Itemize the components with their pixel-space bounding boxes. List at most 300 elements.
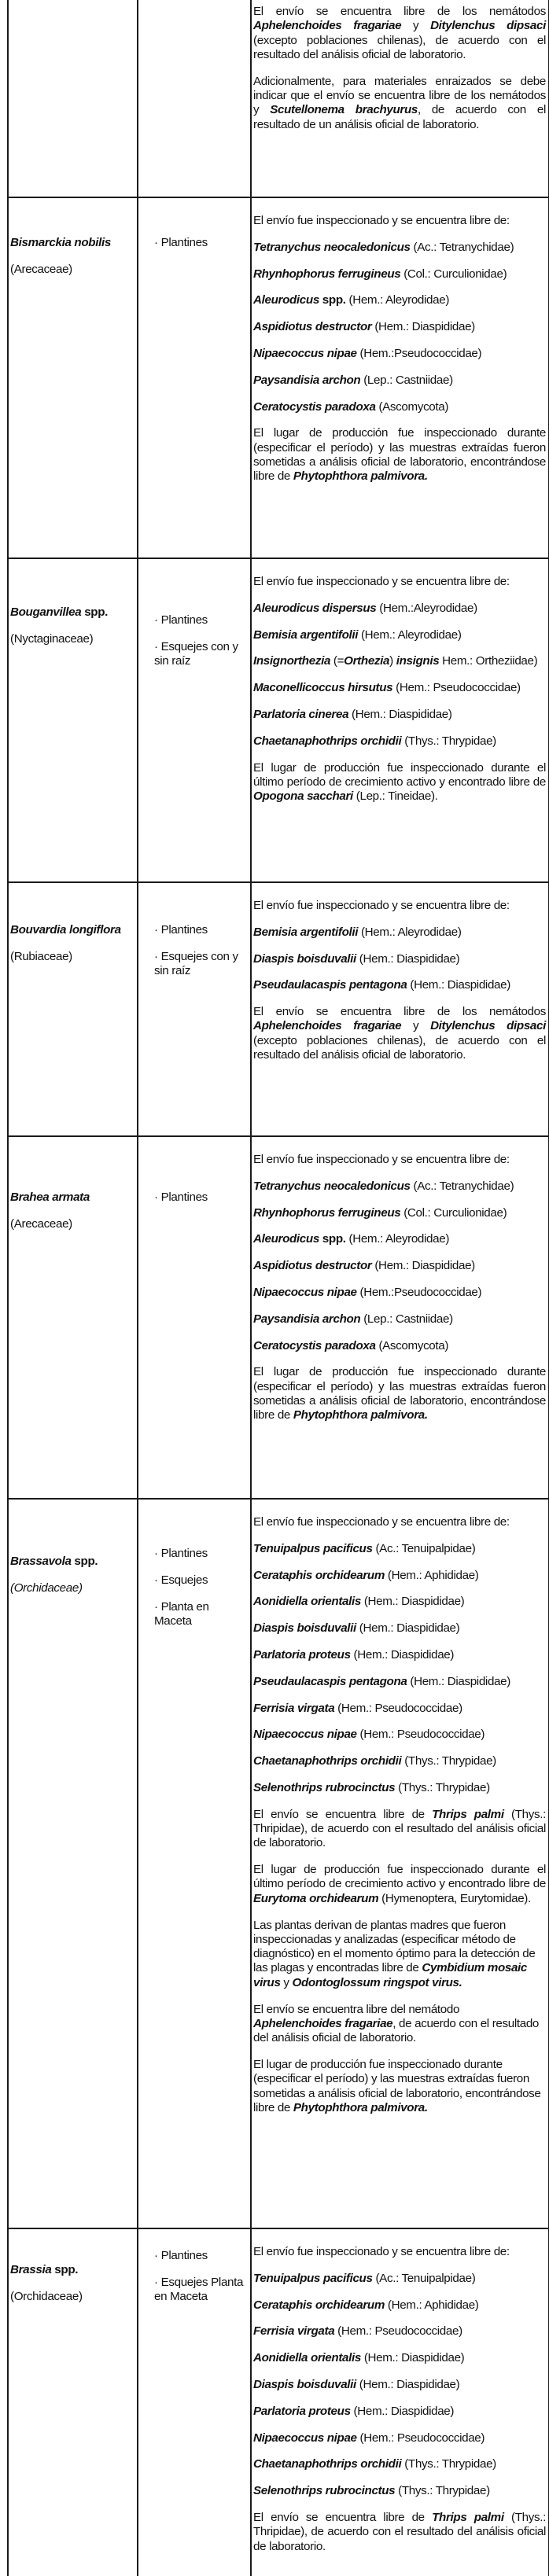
species-cell xyxy=(8,1499,138,2228)
requirement-paragraph xyxy=(253,1754,546,1768)
requirement-paragraph xyxy=(253,2431,546,2445)
family-name xyxy=(10,632,134,646)
requirement-text: (Hem.: Aphididae) xyxy=(385,1568,479,1582)
requirement-text: El envío fue inspeccionado y se encuentra libre de: xyxy=(253,575,510,588)
requirement-text: (Hem.: Diaspididae) xyxy=(407,978,510,992)
requirement-text: (Lep.: Castniidae) xyxy=(360,1312,453,1326)
requirement-text: Aphelenchoides fragariae xyxy=(253,2016,393,2030)
requirement-text: insignis xyxy=(396,654,440,668)
requirement-paragraph xyxy=(253,2511,546,2554)
requirement-text: (Lep.: Tineidae). xyxy=(352,789,438,804)
table-row xyxy=(8,882,549,1136)
requirement-paragraph xyxy=(253,2457,546,2471)
requirement-text: Aphelenchoides fragariae xyxy=(253,1019,402,1033)
requirement-text: , de acuerdo con el resultado del análisis oficial de laboratorio. xyxy=(253,2016,540,2045)
requirement-text: El lugar de producción fue inspeccionado durante (especificar el período) y las muestras extraídas fueron sometidas a análisis oficial de laboratorio, encontrándose libre de xyxy=(253,426,546,484)
material-cell xyxy=(138,0,251,197)
requirement-text: Nipaecoccus nipae xyxy=(253,1285,357,1299)
material-item xyxy=(154,2276,244,2305)
requirement-text: (Hem.: Diaspididae) xyxy=(356,951,460,966)
bullet-icon: · xyxy=(154,923,158,937)
requirements-cell xyxy=(251,1136,549,1499)
species-name-part: Brassia xyxy=(10,2263,52,2276)
requirements-cell-content xyxy=(252,2229,548,2576)
species-cell xyxy=(8,197,138,558)
material-cell xyxy=(138,197,251,558)
material-cell-content xyxy=(138,883,250,1135)
table-row xyxy=(8,1136,549,1499)
species-cell-content xyxy=(9,2229,137,2576)
family-name xyxy=(10,950,134,964)
family-name-part: (Arecaceae) xyxy=(10,1216,72,1231)
material-cell xyxy=(138,2228,251,2576)
requirement-paragraph xyxy=(253,1206,546,1220)
material-cell-content xyxy=(138,198,250,558)
requirement-paragraph xyxy=(253,1863,546,1906)
requirement-text: Nipaecoccus nipae xyxy=(253,1728,357,1742)
requirement-text: Thrips palmi xyxy=(432,1807,504,1821)
bullet-icon: · xyxy=(154,949,158,963)
species-name-part: spp. xyxy=(81,605,109,619)
requirement-text: Parlatoria cinerea xyxy=(253,707,349,721)
requirement-text: (Hem.: Diaspididae) xyxy=(371,1259,475,1273)
requirement-text: spp. xyxy=(319,293,346,307)
requirement-text: Selenothrips rubrocinctus xyxy=(253,2484,396,2498)
requirement-text: Tetranychus neocaledonicus xyxy=(253,240,411,254)
material-item xyxy=(154,1190,244,1205)
requirement-text: (Ascomycota) xyxy=(375,1338,449,1352)
material-item xyxy=(154,950,244,979)
species-name-part: Bismarckia nobilis xyxy=(10,236,111,249)
species-cell-content xyxy=(9,0,137,197)
requirement-text: (Hem.: Aleyrodidae) xyxy=(345,1232,450,1246)
requirement-paragraph xyxy=(253,1919,546,1990)
requirement-text: Bemisia argentifolii xyxy=(253,925,359,939)
table-row xyxy=(8,1499,549,2228)
material-label: Plantines xyxy=(160,923,208,937)
material-cell-content xyxy=(138,1137,250,1498)
requirement-paragraph xyxy=(253,267,546,282)
requirement-text: Las plantas derivan de plantas madres que fueron inspeccionadas y analizadas (especificar método de diagnóstico) en el momento óptimo para la detección de las plagas y encontradas libre de xyxy=(253,1918,536,1975)
requirement-text: Eurytoma orchidearum xyxy=(253,1891,379,1905)
requirement-text: Selenothrips rubrocinctus xyxy=(253,1780,396,1794)
requirement-text: Chaetanaphothrips orchidii xyxy=(253,734,402,748)
requirement-text: (Hem.: Aleyrodidae) xyxy=(358,627,462,642)
species-cell xyxy=(8,882,138,1136)
bullet-icon: · xyxy=(154,639,158,653)
material-cell xyxy=(138,882,251,1136)
requirement-text: Phytophthora palmivora. xyxy=(293,469,428,484)
requirement-text: Diaspis boisduvalii xyxy=(253,951,356,966)
requirement-text: Bemisia argentifolii xyxy=(253,627,359,642)
requirement-paragraph xyxy=(253,2405,546,2419)
requirement-text: (Hem.: Diaspididae) xyxy=(360,1595,465,1609)
phytosanitary-requirements-table xyxy=(7,0,549,2576)
requirement-paragraph xyxy=(253,400,546,414)
material-item xyxy=(154,923,244,937)
requirement-text: Scutellonema brachyurus xyxy=(270,103,418,117)
species-cell-content xyxy=(9,198,137,558)
material-item xyxy=(154,2249,244,2263)
requirement-text: (Hem.: Pseudococcidae) xyxy=(334,1701,462,1715)
species-name-part: Bouganvillea xyxy=(10,605,82,619)
requirement-paragraph xyxy=(253,978,546,992)
requirement-paragraph xyxy=(253,681,546,695)
requirement-text: (Thys.: Thrypidae) xyxy=(401,1754,496,1768)
requirement-paragraph xyxy=(253,761,546,804)
requirement-paragraph xyxy=(253,2298,546,2313)
material-label: Esquejes Planta en Maceta xyxy=(154,2275,244,2304)
material-label: Plantines xyxy=(160,1190,208,1204)
material-label: Esquejes con y sin raíz xyxy=(154,949,238,978)
requirement-paragraph xyxy=(253,952,546,966)
requirement-text: El envío fue inspeccionado y se encuentra libre de: xyxy=(253,1153,510,1166)
material-label: Planta en Maceta xyxy=(154,1599,209,1628)
requirement-paragraph xyxy=(253,347,546,361)
family-name xyxy=(10,2290,134,2304)
species-cell-content xyxy=(9,883,137,1135)
requirement-text: (Hem.:Pseudococcidae) xyxy=(356,1285,482,1299)
requirement-paragraph xyxy=(253,2245,546,2259)
requirement-paragraph xyxy=(253,1005,546,1062)
requirement-text: El envío se encuentra libre del nemátodo xyxy=(253,2002,460,2016)
requirements-cell-content xyxy=(252,0,548,197)
requirement-text: Ceratocystis paradoxa xyxy=(253,399,376,414)
material-item xyxy=(154,1547,244,1561)
requirement-text: (Hem.: Diaspididae) xyxy=(350,2404,455,2418)
requirement-text: Pseudaulacaspis pentagona xyxy=(253,978,407,992)
requirement-paragraph xyxy=(253,1365,546,1422)
requirement-text: El envío se encuentra libre de xyxy=(253,2510,433,2524)
requirement-text: Diaspis boisduvalii xyxy=(253,1621,356,1636)
requirement-paragraph xyxy=(253,1339,546,1353)
requirement-text: El lugar de producción fue inspeccionado durante (especificar el período) y las muestras extraídas fueron sometidas a análisis oficial de laboratorio, encontrándose libre de xyxy=(253,2057,541,2114)
bullet-icon: · xyxy=(154,1547,158,1560)
material-cell-content xyxy=(138,0,250,197)
requirement-text: El lugar de producción fue inspeccionado durante el último período de crecimiento activo y encontrado libre de xyxy=(253,1863,546,1891)
requirement-text: (excepto poblaciones chilenas), de acuerdo con el resultado del análisis oficial de laboratorio. xyxy=(253,1033,546,1062)
requirement-text: (Ac.: Tenuipalpidae) xyxy=(372,2271,476,2285)
requirement-text: El lugar de producción fue inspeccionado durante (especificar el período) y las muestras extraídas fueron sometidas a análisis oficial de laboratorio, encontrándose libre de xyxy=(253,1365,546,1422)
requirement-text: (Thys.: Thrypidae) xyxy=(395,2484,490,2498)
requirement-text: Chaetanaphothrips orchidii xyxy=(253,1754,402,1768)
requirement-text: Ceratocystis paradoxa xyxy=(253,1338,376,1352)
requirement-text: (Hem.: Pseudococcidae) xyxy=(356,2431,485,2445)
requirement-paragraph xyxy=(253,1232,546,1246)
requirement-text: Insignorthezia xyxy=(253,654,331,668)
requirement-paragraph xyxy=(253,708,546,722)
table-row xyxy=(8,558,549,882)
requirement-paragraph xyxy=(253,241,546,255)
requirement-text: (Hem.: Diaspididae) xyxy=(356,2377,460,2391)
requirement-text: Nipaecoccus nipae xyxy=(253,346,357,360)
requirement-paragraph xyxy=(253,426,546,484)
requirement-text: Phytophthora palmivora. xyxy=(293,2100,428,2114)
requirement-text: (Hem.:Aleyrodidae) xyxy=(376,601,477,615)
material-label: Plantines xyxy=(160,613,208,627)
requirement-paragraph xyxy=(253,1702,546,1716)
species-cell xyxy=(8,1136,138,1499)
requirements-cell-content xyxy=(252,1500,548,2228)
requirement-paragraph xyxy=(253,654,546,668)
requirement-text: Cerataphis orchidearum xyxy=(253,1568,385,1582)
requirement-text: (Thys.: Thrypidae) xyxy=(401,734,496,748)
requirement-text: (Hem.: Diaspididae) xyxy=(407,1674,510,1688)
requirement-text: Cymbidium mosaic virus xyxy=(253,1961,528,1989)
requirement-paragraph xyxy=(253,2003,546,2046)
requirement-text: (Hem.: Diaspididae) xyxy=(360,2351,465,2365)
requirement-text: El envío fue inspeccionado y se encuentra libre de: xyxy=(253,2245,510,2258)
requirement-paragraph xyxy=(253,5,546,62)
requirement-text: (Thys.: Thripidae), de acuerdo con el resultado del análisis oficial de laboratorio. xyxy=(253,2510,546,2553)
requirement-text: Ferrisia virgata xyxy=(253,1701,335,1715)
species-cell-content xyxy=(9,559,137,881)
material-cell xyxy=(138,558,251,882)
requirement-text: (Hem.: Pseudococcidae) xyxy=(334,2324,462,2339)
requirement-text: (Hem.: Pseudococcidae) xyxy=(392,681,521,695)
table-row xyxy=(8,2228,549,2576)
species-name xyxy=(10,923,134,937)
requirements-cell-content xyxy=(252,559,548,881)
requirement-paragraph xyxy=(253,734,546,749)
species-cell-content xyxy=(9,1500,137,2228)
requirement-text: Nipaecoccus nipae xyxy=(253,2431,357,2445)
requirement-text: (Ac.: Tetranychidae) xyxy=(410,1179,514,1193)
requirement-text: Cerataphis orchidearum xyxy=(253,2298,385,2312)
requirement-text: (Hem.: Diaspididae) xyxy=(371,320,475,334)
requirement-paragraph xyxy=(253,2324,546,2339)
requirement-paragraph xyxy=(253,320,546,334)
requirement-text: Paysandisia archon xyxy=(253,373,361,387)
requirement-paragraph xyxy=(253,1569,546,1583)
family-name-part: (Rubiaceae) xyxy=(10,949,72,963)
requirement-paragraph xyxy=(253,1515,546,1529)
bullet-icon: · xyxy=(154,2275,158,2289)
requirement-text: Aphelenchoides fragariae xyxy=(253,19,402,33)
species-name-part: Bouvardia longiflora xyxy=(10,923,121,937)
requirement-text: (Hymenoptera, Eurytomidae). xyxy=(378,1891,531,1905)
requirement-text: (excepto poblaciones chilenas), de acuerdo con el resultado del análisis oficial de laboratorio. xyxy=(253,33,546,61)
requirement-text: (Hem.: Aphididae) xyxy=(385,2298,479,2312)
species-name-part: Brassavola xyxy=(10,1555,72,1568)
material-label: Plantines xyxy=(160,236,208,249)
species-name xyxy=(10,2263,134,2277)
species-cell xyxy=(8,0,138,197)
requirement-text: Aonidiella orientalis xyxy=(253,1595,361,1609)
requirement-text: El lugar de producción fue inspeccionado durante el último período de crecimiento activo y encontrado libre de xyxy=(253,760,546,789)
bullet-icon: · xyxy=(154,1573,158,1587)
requirement-text: (Lep.: Castniidae) xyxy=(360,373,453,387)
requirement-text: Diaspis boisduvalii xyxy=(253,2377,356,2391)
requirement-text: El envío se encuentra libre de los nemátodos xyxy=(253,1005,546,1019)
species-cell xyxy=(8,2228,138,2576)
requirement-paragraph xyxy=(253,1808,546,1851)
requirement-text: El envío fue inspeccionado y se encuentra libre de: xyxy=(253,214,510,227)
material-item xyxy=(154,1573,244,1588)
requirement-text: (Col.: Curculionidae) xyxy=(400,1205,507,1220)
species-cell-content xyxy=(9,1137,137,1498)
requirement-text: Parlatoria proteus xyxy=(253,2404,351,2418)
material-cell-content xyxy=(138,2229,250,2576)
requirement-text: y xyxy=(280,1975,293,1989)
requirement-text: El envío fue inspeccionado y se encuentra libre de: xyxy=(253,1515,510,1529)
requirement-text: (Hem.: Diaspididae) xyxy=(350,1647,455,1662)
material-label: Esquejes con y sin raíz xyxy=(154,639,238,668)
species-name xyxy=(10,605,134,620)
family-name xyxy=(10,263,134,277)
requirement-text: Aleurodicus xyxy=(253,293,319,307)
requirement-paragraph xyxy=(253,1675,546,1689)
family-name-part: (Orchidaceae) xyxy=(10,2289,83,2303)
requirement-text: (Thys.: Thrypidae) xyxy=(401,2457,496,2471)
requirement-text: Aleurodicus dispersus xyxy=(253,601,377,615)
requirement-paragraph xyxy=(253,926,546,940)
species-cell xyxy=(8,558,138,882)
requirement-text: Rhynhophorus ferrugineus xyxy=(253,267,401,281)
requirements-cell xyxy=(251,1499,549,2228)
material-item xyxy=(154,640,244,669)
requirement-text: (Hem.: Aleyrodidae) xyxy=(358,925,462,939)
requirement-text: Opogona sacchari xyxy=(253,789,353,804)
requirement-paragraph xyxy=(253,1595,546,1609)
family-name xyxy=(10,1581,134,1595)
species-name xyxy=(10,1555,134,1569)
requirement-text: Hem.: Ortheziidae) xyxy=(439,654,538,668)
family-name xyxy=(10,1217,134,1231)
bullet-icon: · xyxy=(154,236,158,249)
requirement-paragraph xyxy=(253,293,546,307)
requirement-text: (Hem.: Pseudococcidae) xyxy=(356,1728,485,1742)
family-name-part: (Nyctaginaceae) xyxy=(10,631,94,646)
requirement-paragraph xyxy=(253,2351,546,2365)
requirement-text: Ditylenchus dipsaci xyxy=(430,19,546,33)
requirement-paragraph xyxy=(253,2058,546,2115)
requirement-text: (Ac.: Tenuipalpidae) xyxy=(372,1541,476,1555)
material-item xyxy=(154,236,244,250)
table-row xyxy=(8,197,549,558)
requirement-text: y xyxy=(401,1019,431,1033)
requirement-text: (Hem.:Pseudococcidae) xyxy=(356,346,482,360)
requirement-text: Tetranychus neocaledonicus xyxy=(253,1179,411,1193)
requirement-paragraph xyxy=(253,75,546,132)
material-label: Plantines xyxy=(160,2249,208,2262)
requirement-text: , de acuerdo con el resultado de un análisis oficial de laboratorio. xyxy=(253,103,546,131)
species-name-part: spp. xyxy=(51,2263,79,2276)
requirement-text: (Thys.: Thripidae), de acuerdo con el resultado del análisis oficial de laboratorio. xyxy=(253,1807,546,1850)
requirement-paragraph xyxy=(253,1648,546,1662)
requirement-text: spp. xyxy=(319,1232,346,1246)
requirement-text: Adicionalmente, para materiales enraizados se debe indicar que el envío se encuentra libre de los nemátodos y xyxy=(253,74,546,117)
requirement-paragraph xyxy=(253,899,546,913)
requirement-text: Maconellicoccus hirsutus xyxy=(253,681,393,695)
requirement-text: Chaetanaphothrips orchidii xyxy=(253,2457,402,2471)
requirements-cell xyxy=(251,0,549,197)
material-cell xyxy=(138,1136,251,1499)
material-cell-content xyxy=(138,1500,250,2228)
requirement-text: (Col.: Curculionidae) xyxy=(400,267,507,281)
requirement-text: ) xyxy=(389,654,396,668)
requirement-paragraph xyxy=(253,374,546,388)
requirement-text: El envío fue inspeccionado y se encuentra libre de: xyxy=(253,899,510,912)
requirement-paragraph xyxy=(253,1781,546,1795)
requirement-paragraph xyxy=(253,214,546,228)
requirement-paragraph xyxy=(253,1179,546,1194)
requirement-text: (= xyxy=(330,654,345,668)
material-item xyxy=(154,1600,244,1629)
requirement-text: Parlatoria proteus xyxy=(253,1647,351,1662)
requirement-text: Tenuipalpus pacificus xyxy=(253,1541,373,1555)
requirement-paragraph xyxy=(253,1728,546,1742)
requirement-text: (Hem.: Diaspididae) xyxy=(356,1621,460,1636)
requirement-text: El envío se encuentra libre de xyxy=(253,1807,433,1821)
requirement-text: El envío se encuentra libre de los nemátodos xyxy=(253,5,546,18)
material-item xyxy=(154,613,244,627)
requirement-paragraph xyxy=(253,2378,546,2392)
requirement-text: Phytophthora palmivora. xyxy=(293,1408,428,1422)
material-label: Plantines xyxy=(160,1547,208,1560)
requirements-cell-content xyxy=(252,1137,548,1498)
requirements-cell xyxy=(251,558,549,882)
requirement-text: Tenuipalpus pacificus xyxy=(253,2271,373,2285)
species-name-part: Brahea armata xyxy=(10,1190,90,1204)
requirement-paragraph xyxy=(253,1153,546,1167)
requirement-text: (Hem.: Diaspididae) xyxy=(348,707,452,721)
requirement-paragraph xyxy=(253,575,546,589)
family-name-part: (Orchidaceae) xyxy=(10,1581,83,1595)
requirements-cell xyxy=(251,882,549,1136)
bullet-icon: · xyxy=(154,2249,158,2262)
requirement-text: Aspidiotus destructor xyxy=(253,1259,372,1273)
requirements-cell-content xyxy=(252,883,548,1135)
requirement-text: (Thys.: Thrypidae) xyxy=(395,1780,490,1794)
family-name-part: (Arecaceae) xyxy=(10,262,72,276)
material-cell xyxy=(138,1499,251,2228)
requirement-text: Aspidiotus destructor xyxy=(253,320,372,334)
material-label: Esquejes xyxy=(160,1573,208,1587)
requirement-paragraph xyxy=(253,1621,546,1636)
requirement-text: (Hem.: Aleyrodidae) xyxy=(345,293,450,307)
table-body xyxy=(8,0,549,2576)
requirement-paragraph xyxy=(253,1542,546,1556)
requirement-text: Aonidiella orientalis xyxy=(253,2351,361,2365)
requirement-text: Ditylenchus dipsaci xyxy=(430,1019,546,1033)
requirement-paragraph xyxy=(253,1312,546,1327)
requirement-text: Paysandisia archon xyxy=(253,1312,361,1326)
requirement-paragraph xyxy=(253,1259,546,1273)
requirement-text: Orthezia xyxy=(344,654,390,668)
requirement-paragraph xyxy=(253,1286,546,1300)
requirements-cell xyxy=(251,197,549,558)
requirements-cell-content xyxy=(252,198,548,558)
species-name xyxy=(10,1190,134,1205)
requirement-paragraph xyxy=(253,2272,546,2286)
requirement-paragraph xyxy=(253,2484,546,2498)
requirement-text: (Ac.: Tetranychidae) xyxy=(410,240,514,254)
requirements-cell xyxy=(251,2228,549,2576)
bullet-icon: · xyxy=(154,1599,158,1614)
requirement-text: (Ascomycota) xyxy=(375,399,449,414)
requirement-text: Pseudaulacaspis pentagona xyxy=(253,1674,407,1688)
requirement-text: Ferrisia virgata xyxy=(253,2324,335,2339)
requirement-paragraph xyxy=(253,628,546,642)
requirement-text: Aleurodicus xyxy=(253,1232,319,1246)
requirement-paragraph xyxy=(253,602,546,616)
bullet-icon: · xyxy=(154,1190,158,1204)
requirement-text: y xyxy=(401,19,431,33)
species-name-part: spp. xyxy=(71,1555,98,1568)
requirement-text: Rhynhophorus ferrugineus xyxy=(253,1205,401,1220)
requirement-text: Odontoglossum ringspot virus. xyxy=(292,1975,462,1989)
